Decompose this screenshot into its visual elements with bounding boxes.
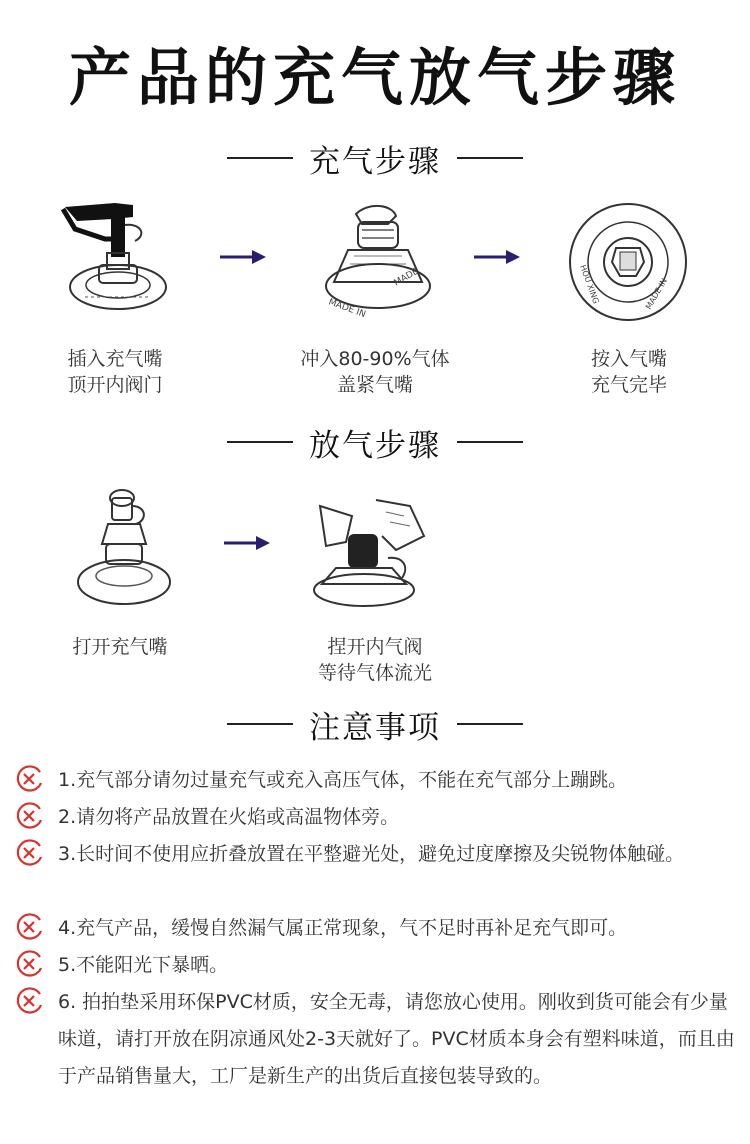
divider <box>457 723 523 725</box>
x-circle-icon <box>14 912 44 942</box>
x-circle-icon <box>14 949 44 979</box>
right-arrow-icon <box>218 248 268 266</box>
divider <box>227 157 293 159</box>
deflate-step-2-illustration <box>306 486 436 610</box>
inflate-step-1-caption: 插入充气嘴 顶开内阀门 <box>67 348 163 396</box>
svg-text:MADE IN: MADE IN <box>326 297 367 320</box>
svg-text:HOU XING: HOU XING <box>578 263 601 305</box>
x-circle-icon <box>14 801 44 831</box>
section-notes-heading <box>0 702 750 746</box>
divider <box>457 157 523 159</box>
note-text: 4.充气产品，缓慢自然漏气属正常现象，气不足时再补足充气即可。 <box>58 917 628 939</box>
note-item <box>14 910 744 947</box>
section-title: 注意事项 <box>309 709 441 746</box>
section-deflate-heading <box>0 420 750 464</box>
section-inflate-heading <box>0 136 750 180</box>
right-arrow-icon <box>472 248 522 266</box>
note-item <box>14 799 744 836</box>
deflate-step-2-caption: 捏开内气阀 等待气体流光 <box>317 636 432 684</box>
divider <box>227 723 293 725</box>
divider <box>227 441 293 443</box>
note-item <box>14 947 744 984</box>
x-circle-icon <box>14 986 44 1016</box>
note-text: 5.不能阳光下暴晒。 <box>58 954 229 976</box>
note-text: 1.充气部分请勿过量充气或充入高压气体，不能在充气部分上蹦跳。 <box>58 769 628 791</box>
inflate-step-3-illustration <box>566 200 690 324</box>
inflate-step-2-caption: 冲入80-90%气体 盖紧气嘴 <box>300 348 450 396</box>
divider <box>457 441 523 443</box>
svg-text:MADE: MADE <box>392 266 421 289</box>
note-text: 6. 拍拍垫采用环保PVC材质，安全无毒，请您放心使用。刚收到货可能会有少量味道，请打开放在阴凉通风处2-3天就好了。PVC材质本身会有塑料味道，而且由于产品销售量大，工厂是新生产的出货后直接包装导致的。 <box>58 991 735 1087</box>
inflate-step-2-illustration <box>318 200 438 320</box>
inflate-step-1-illustration <box>55 195 175 320</box>
svg-text:MADE IN: MADE IN <box>643 276 669 311</box>
section-title: 放气步骤 <box>309 427 441 464</box>
note-text: 3.长时间不使用应折叠放置在平整避光处，避免过度摩擦及尖锐物体触碰。 <box>58 843 685 865</box>
right-arrow-icon <box>222 534 272 552</box>
note-item <box>14 836 744 910</box>
x-circle-icon <box>14 764 44 794</box>
note-text: 2.请勿将产品放置在火焰或高温物体旁。 <box>58 806 400 828</box>
page-title: 产品的充气放气步骤 <box>68 41 681 114</box>
x-circle-icon <box>14 838 44 868</box>
note-item <box>14 762 744 799</box>
deflate-step-1-illustration <box>74 484 174 614</box>
inflate-step-3-caption: 按入气嘴 充气完毕 <box>590 348 667 396</box>
note-item <box>14 984 744 1134</box>
deflate-step-1-caption: 打开充气嘴 <box>72 636 168 658</box>
section-title: 充气步骤 <box>309 143 441 180</box>
